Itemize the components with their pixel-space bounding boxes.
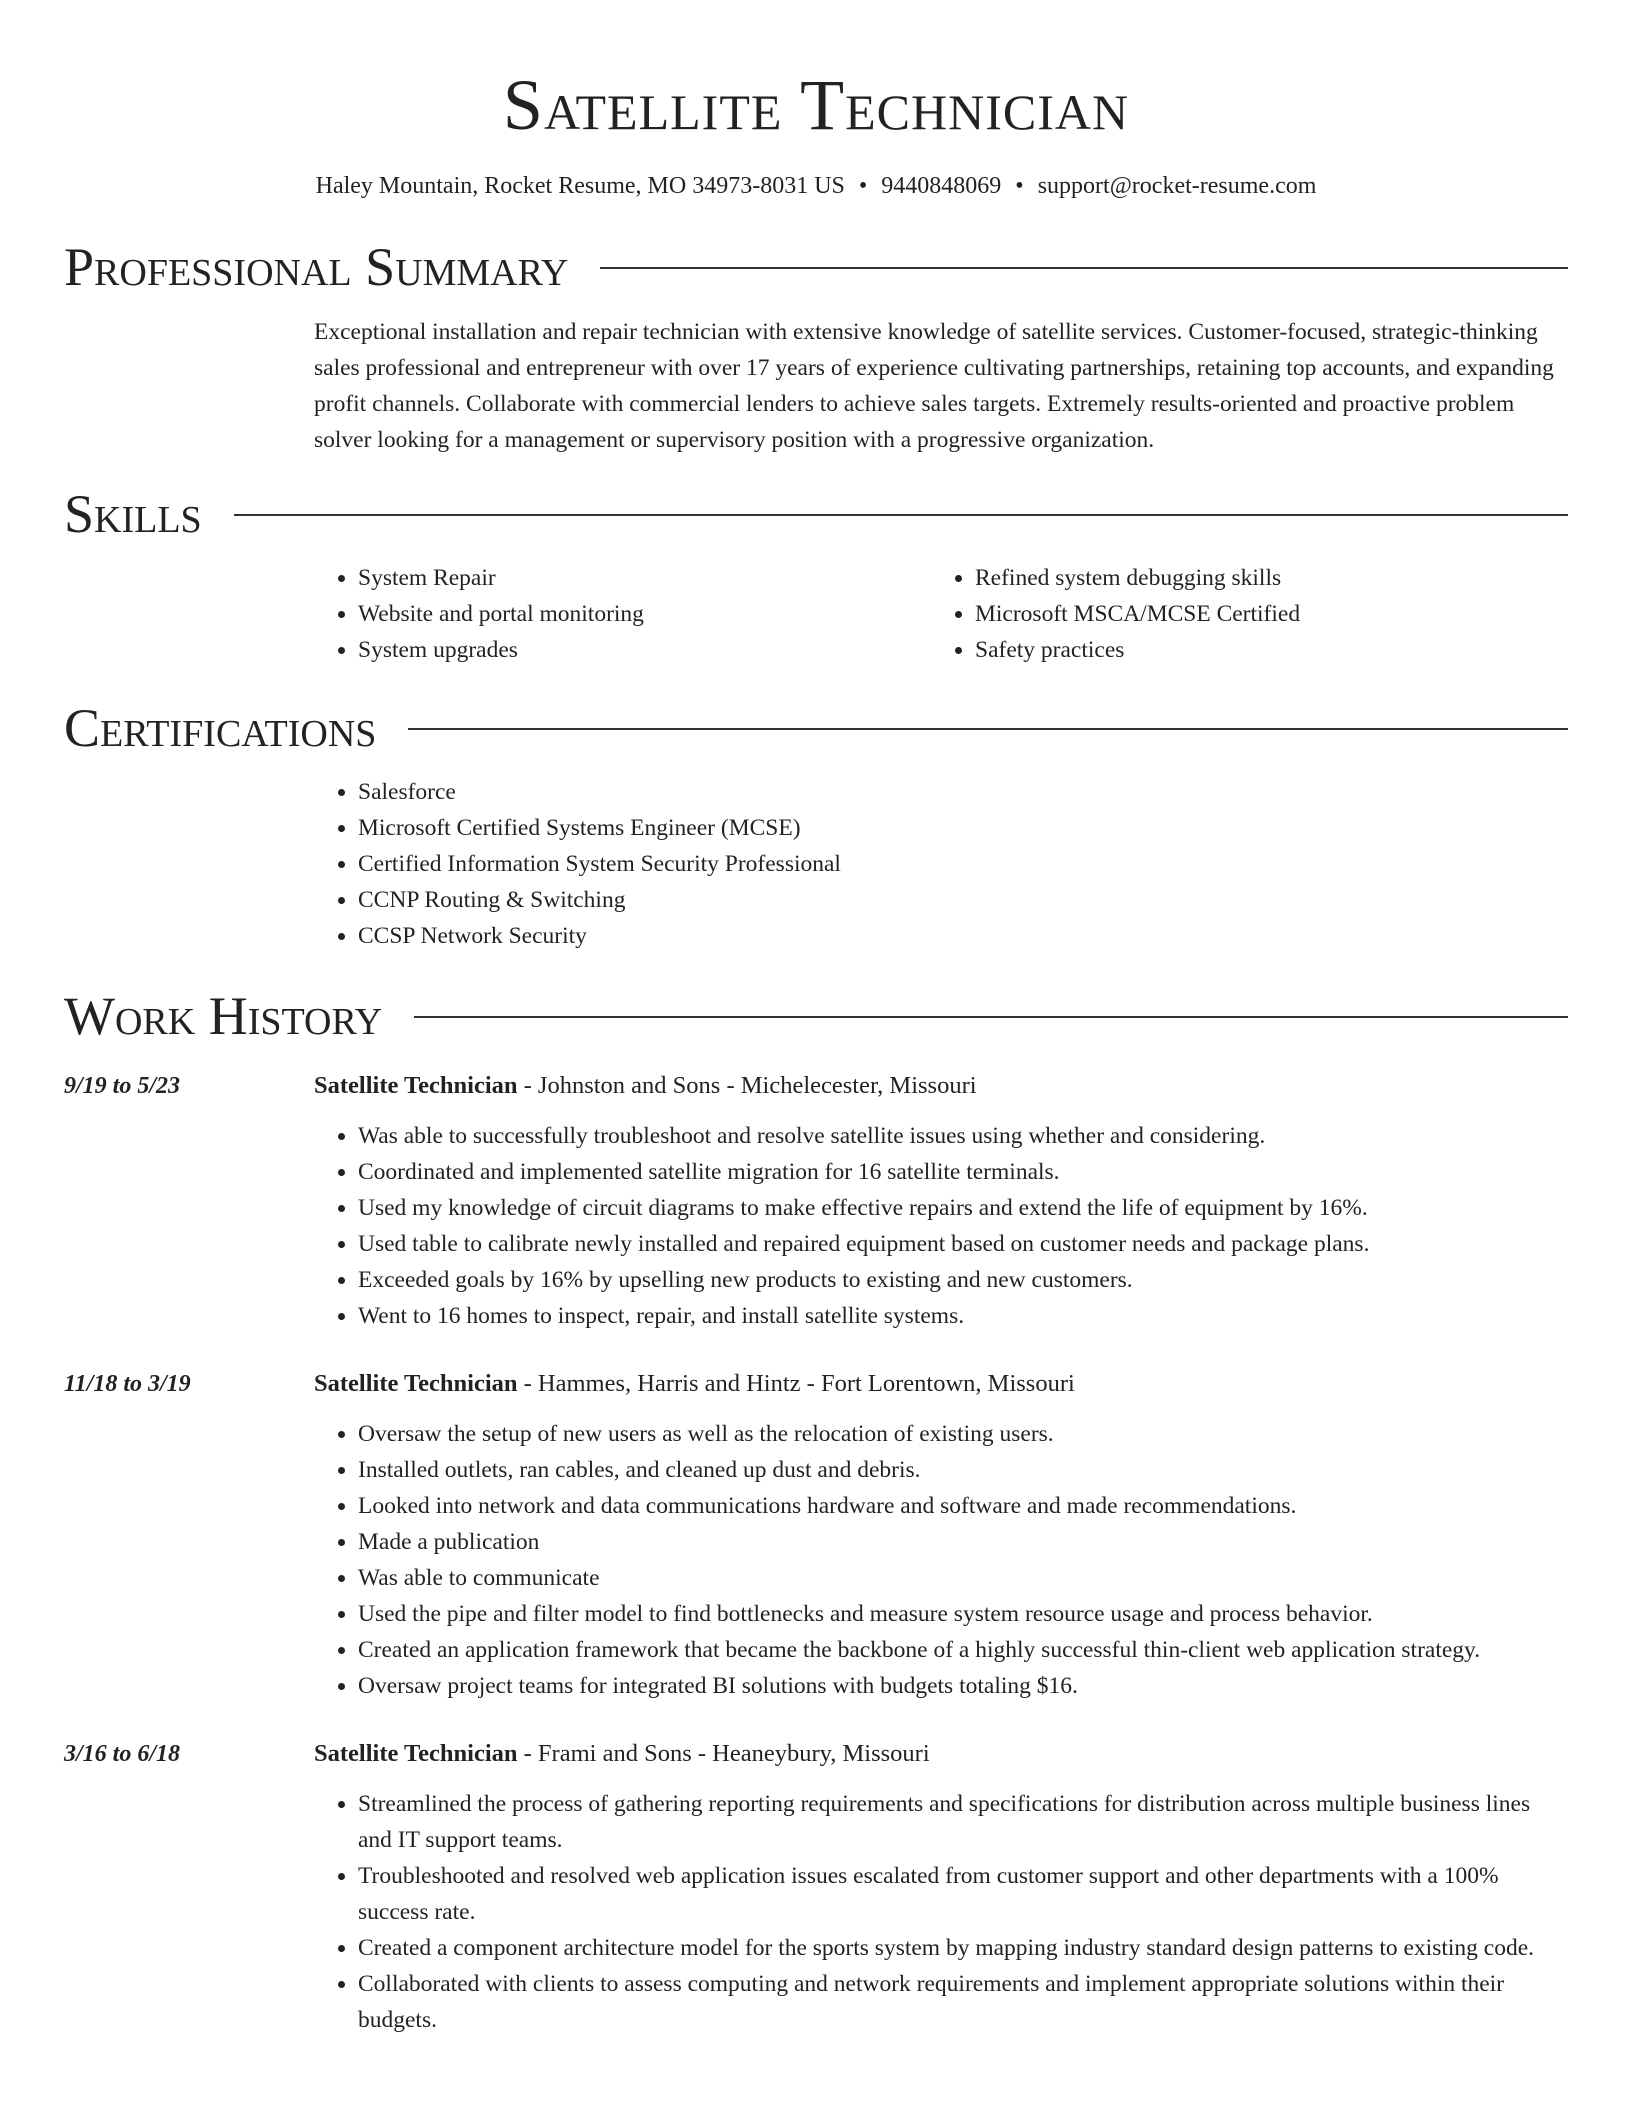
resume-name: Satellite Technician: [502, 65, 1130, 145]
list-item: • Website and portal monitoring: [358, 596, 931, 632]
certifications-body: [314, 774, 1568, 954]
skills-list-left: [314, 560, 931, 668]
job-title: Satellite Technician: [314, 1072, 518, 1099]
work-header: [64, 984, 1568, 1048]
list-item: • Used the pipe and filter model to find bottlenecks and measure system resource usage and process behavior.: [358, 1596, 1568, 1632]
work-title: Work History: [64, 986, 383, 1046]
summary-header: [64, 235, 1568, 299]
section-divider: [408, 728, 1568, 730]
job-company: - Frami and Sons - Heaneybury, Missouri: [517, 1740, 930, 1767]
list-item: • Looked into network and data communications hardware and software and made recommendations.: [358, 1488, 1568, 1524]
list-item: • Created a component architecture model for the sports system by mapping industry standard design patterns to existing code.: [358, 1930, 1568, 1966]
job-details: [314, 1068, 1568, 1334]
list-item: • Safety practices: [975, 632, 1548, 668]
list-item: • Used table to calibrate newly installed and repaired equipment based on customer needs and package plans.: [358, 1226, 1568, 1262]
list-item: • Installed outlets, ran cables, and cleaned up dust and debris.: [358, 1452, 1568, 1488]
section-divider: [600, 267, 1568, 269]
job-details: [314, 1366, 1568, 1704]
certifications-title: Certifications: [64, 698, 377, 758]
job-company: - Johnston and Sons - Michelecester, Missouri: [517, 1072, 977, 1099]
skills-column-right: [931, 560, 1548, 668]
job-company: - Hammes, Harris and Hintz - Fort Lorentown, Missouri: [517, 1370, 1075, 1397]
list-item: • Made a publication: [358, 1524, 1568, 1560]
job-heading: [314, 1366, 1568, 1402]
list-item: • Collaborated with clients to assess computing and network requirements and implement appropriate solutions within their budgets.: [358, 1966, 1568, 2038]
list-item: • Salesforce: [358, 774, 1568, 810]
list-item: • Was able to communicate: [358, 1560, 1568, 1596]
job-entry: [64, 1366, 1568, 1704]
contact-separator: •: [858, 173, 868, 199]
job-bullets: [314, 1416, 1568, 1704]
list-item: • System Repair: [358, 560, 931, 596]
list-item: • Exceeded goals by 16% by upselling new products to existing and new customers.: [358, 1262, 1568, 1298]
summary-section: [64, 235, 1568, 458]
list-item: • Oversaw the setup of new users as well as the relocation of existing users.: [358, 1416, 1568, 1452]
list-item: • Oversaw project teams for integrated BI solutions with budgets totaling $16.: [358, 1668, 1568, 1704]
job-bullets: [314, 1786, 1568, 2038]
list-item: • Coordinated and implemented satellite migration for 16 satellite terminals.: [358, 1154, 1568, 1190]
contact-line: [64, 170, 1568, 202]
contact-phone: 9440848069: [881, 173, 1002, 199]
certifications-header: [64, 696, 1568, 760]
job-title: Satellite Technician: [314, 1370, 518, 1397]
list-item: • Certified Information System Security Professional: [358, 846, 1568, 882]
job-dates: 11/18 to 3/19: [64, 1371, 191, 1397]
list-item: • System upgrades: [358, 632, 931, 668]
list-item: • Went to 16 homes to inspect, repair, and install satellite systems.: [358, 1298, 1568, 1334]
job-heading: [314, 1068, 1568, 1104]
contact-email[interactable]: support@rocket-resume.com: [1037, 173, 1317, 199]
section-divider: [414, 1016, 1568, 1018]
work-section: [64, 984, 1568, 2038]
section-divider: [234, 514, 1568, 516]
summary-body: [314, 314, 1568, 458]
contact-address: Haley Mountain, Rocket Resume, MO 34973-8031 US: [315, 173, 845, 199]
skills-section: [64, 482, 1568, 668]
resume-page: [64, 0, 1568, 2038]
list-item: • CCSP Network Security: [358, 918, 1568, 954]
job-entry: [64, 1736, 1568, 2038]
list-item: • Was able to successfully troubleshoot and resolve satellite issues using whether and considering.: [358, 1118, 1568, 1154]
list-item: • Streamlined the process of gathering reporting requirements and specifications for distribution across multiple business lines and IT support teams.: [358, 1786, 1568, 1858]
skills-header: [64, 482, 1568, 546]
job-bullets: [314, 1118, 1568, 1334]
skills-column-left: [314, 560, 931, 668]
job-entry: [64, 1068, 1568, 1334]
contact-separator: •: [1015, 173, 1024, 199]
job-details: [314, 1736, 1568, 2038]
list-item: • Refined system debugging skills: [975, 560, 1548, 596]
job-dates: 3/16 to 6/18: [64, 1741, 181, 1767]
certifications-list: [314, 774, 1568, 954]
skills-body: [314, 560, 1568, 668]
list-item: • Microsoft MSCA/MCSE Certified: [975, 596, 1548, 632]
summary-title: Professional Summary: [64, 237, 569, 297]
list-item: • Microsoft Certified Systems Engineer (MCSE): [358, 810, 1568, 846]
skills-list-right: [931, 560, 1548, 668]
job-title: Satellite Technician: [314, 1740, 518, 1767]
job-heading: [314, 1736, 1568, 1772]
list-item: • CCNP Routing & Switching: [358, 882, 1568, 918]
list-item: • Created an application framework that became the backbone of a highly successful thin-client web application strategy.: [358, 1632, 1568, 1668]
skills-title: Skills: [64, 484, 202, 544]
list-item: • Used my knowledge of circuit diagrams to make effective repairs and extend the life of equipment by 16%.: [358, 1190, 1568, 1226]
certifications-section: [64, 696, 1568, 954]
list-item: • Troubleshooted and resolved web application issues escalated from customer support and other departments with a 100% success rate.: [358, 1858, 1568, 1930]
summary-text: Exceptional installation and repair technician with extensive knowledge of satellite services. Customer-focused, strategic-thinking sales professional and entrepreneur with over 17 years of experience cultivating partnerships, retaining top accounts, and expanding profit channels. Collaborate with commercial lenders to achieve sales targets. Extremely results-oriented and proactive problem solver looking for a management or supervisory position with a progressive organization.: [314, 319, 1554, 453]
job-dates: 9/19 to 5/23: [64, 1073, 181, 1099]
